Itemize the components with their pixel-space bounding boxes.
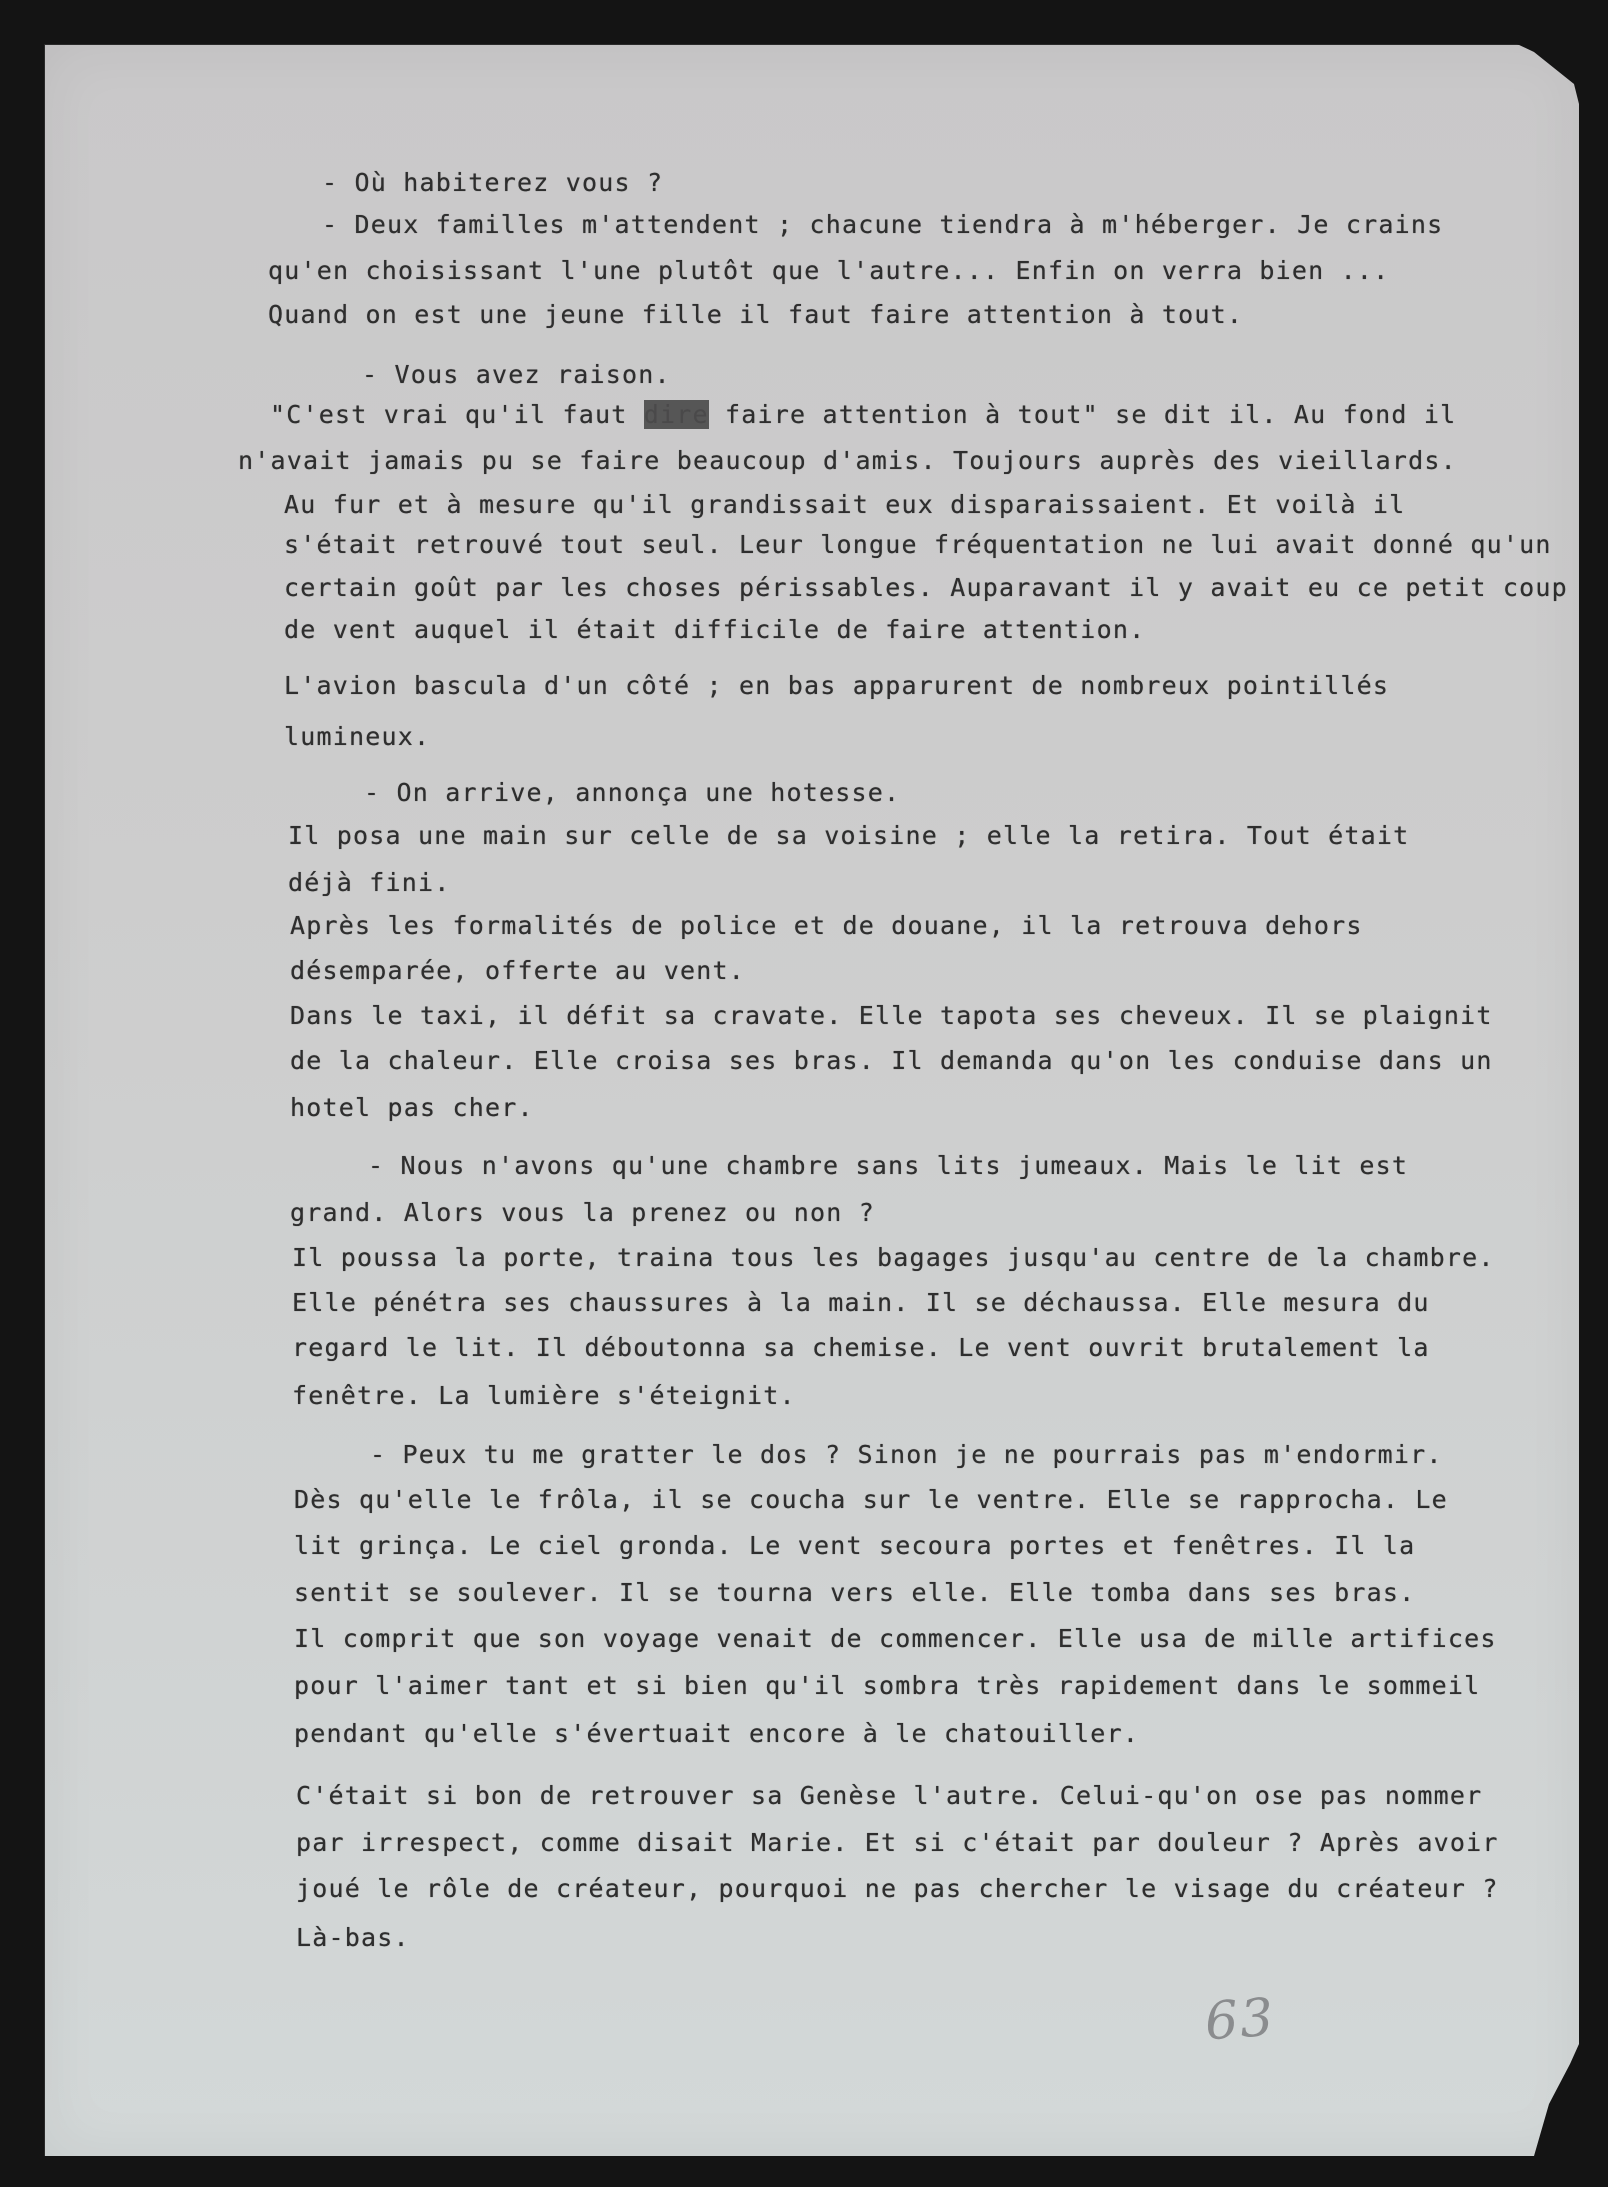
text-line: s'était retrouvé tout seul. Leur longue fréquentation ne lui avait donné qu'un [284, 530, 1552, 559]
line-text: faire attention à tout" se dit il. Au fond il [708, 400, 1457, 429]
text-line: - Où habiterez vous ? [322, 168, 664, 197]
text-line: Il poussa la porte, traina tous les bagages jusqu'au centre de la chambre. [292, 1243, 1495, 1272]
text-line: par irrespect, comme disait Marie. Et si c'était par douleur ? Après avoir [296, 1828, 1499, 1857]
text-line [270, 400, 1456, 430]
text-line: Elle pénétra ses chaussures à la main. Il se déchaussa. Elle mesura du [292, 1288, 1430, 1317]
text-line: certain goût par les choses périssables. Auparavant il y avait eu ce petit coup [284, 573, 1568, 602]
text-line: pendant qu'elle s'évertuait encore à le chatouiller. [294, 1719, 1140, 1748]
text-line: sentit se soulever. Il se tourna vers elle. Elle tomba dans ses bras. [294, 1578, 1416, 1607]
text-line: joué le rôle de créateur, pourquoi ne pas chercher le visage du créateur ? [296, 1874, 1499, 1903]
struck-out-word: dire [643, 400, 709, 429]
text-line: lumineux. [284, 722, 431, 751]
text-line: pour l'aimer tant et si bien qu'il sombra très rapidement dans le sommeil [294, 1671, 1481, 1700]
text-line: hotel pas cher. [290, 1093, 534, 1122]
text-line: Il posa une main sur celle de sa voisine ; elle la retira. Tout était [288, 821, 1410, 850]
text-line: lit grinça. Le ciel gronda. Le vent secoura portes et fenêtres. Il la [294, 1531, 1416, 1560]
text-line: Dès qu'elle le frôla, il se coucha sur le ventre. Elle se rapprocha. Le [294, 1485, 1448, 1514]
text-line: qu'en choisissant l'une plutôt que l'autre... Enfin on verra bien ... [268, 256, 1390, 285]
text-line: C'était si bon de retrouver sa Genèse l'autre. Celui-qu'on ose pas nommer [296, 1781, 1483, 1810]
text-line: - Nous n'avons qu'une chambre sans lits jumeaux. Mais le lit est [368, 1151, 1409, 1180]
text-line: fenêtre. La lumière s'éteignit. [292, 1381, 796, 1410]
handwritten-page-number: 63 [1202, 1987, 1278, 2053]
text-line: - On arrive, annonça une hotesse. [364, 778, 901, 807]
text-line: de vent auquel il était difficile de faire attention. [284, 615, 1146, 644]
text-line: - Deux familles m'attendent ; chacune tiendra à m'héberger. Je crains [322, 210, 1444, 239]
text-line: désemparée, offerte au vent. [290, 956, 746, 985]
text-line: déjà fini. [288, 868, 451, 897]
text-line: Il comprit que son voyage venait de commencer. Elle usa de mille artifices [294, 1624, 1497, 1653]
text-line: - Peux tu me gratter le dos ? Sinon je ne pourrais pas m'endormir. [370, 1440, 1443, 1469]
text-line: regard le lit. Il déboutonna sa chemise. Le vent ouvrit brutalement la [292, 1333, 1430, 1362]
text-line: - Vous avez raison. [362, 360, 671, 389]
text-line: Au fur et à mesure qu'il grandissait eux disparaissaient. Et voilà il [284, 490, 1406, 519]
text-line: Là-bas. [296, 1923, 410, 1952]
text-line: Dans le taxi, il défit sa cravate. Elle tapota ses cheveux. Il se plaignit [290, 1001, 1493, 1030]
text-line: n'avait jamais pu se faire beaucoup d'amis. Toujours auprès des vieillards. [238, 446, 1457, 475]
line-text: "C'est vrai qu'il faut [270, 400, 644, 429]
text-line: L'avion bascula d'un côté ; en bas apparurent de nombreux pointillés [284, 671, 1390, 700]
text-line: de la chaleur. Elle croisa ses bras. Il demanda qu'on les conduise dans un [290, 1046, 1493, 1075]
text-line: Quand on est une jeune fille il faut faire attention à tout. [268, 300, 1244, 329]
text-line: grand. Alors vous la prenez ou non ? [290, 1198, 876, 1227]
text-line: Après les formalités de police et de douane, il la retrouva dehors [290, 911, 1363, 940]
